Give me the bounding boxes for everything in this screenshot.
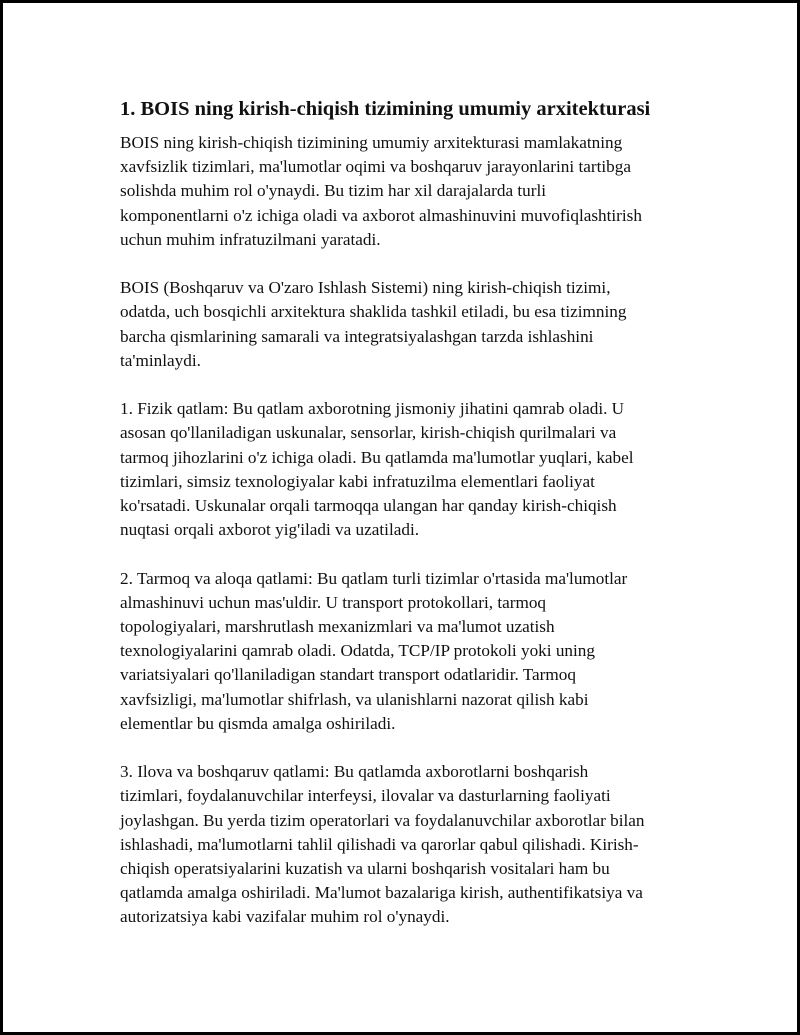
text-line: variatsiyalari qo'llaniladigan standart transport odatlaridir. Tarmoq	[120, 665, 576, 685]
paragraph-intro	[120, 131, 686, 252]
text-line: elementlar bu qismda amalga oshiriladi.	[120, 713, 396, 733]
text-line: almashinuvi uchun mas'uldir. U transport protokollari, tarmoq	[120, 592, 547, 612]
text-line: 3. Ilova va boshqaruv qatlami: Bu qatlamda axborotlarni boshqarish	[120, 762, 589, 782]
text-line: qatlamda amalga oshiriladi. Ma'lumot bazalariga kirish, authentifikatsiya va	[120, 883, 643, 903]
text-line: 1. Fizik qatlam: Bu qatlam axborotning jismoniy jihatini qamrab oladi. U	[120, 399, 625, 419]
text-line: odatda, uch bosqichli arxitektura shaklida tashkil etiladi, bu esa tizimning	[120, 302, 627, 322]
text-line: tizimlari, simsiz texnologiyalar kabi infratuzilma elementlari faoliyat	[120, 471, 595, 491]
text-line: BOIS (Boshqaruv va O'zaro Ishlash Sistemi) ning kirish-chiqish tizimi,	[120, 278, 611, 298]
text-line: komponentlarni o'z ichiga oladi va axborot almashinuvini muvofiqlashtirish	[120, 205, 642, 225]
text-line: tizimlari, foydalanuvchilar interfeysi, ilovalar va dasturlarning faoliyati	[120, 786, 611, 806]
text-line: 2. Tarmoq va aloqa qatlami: Bu qatlam turli tizimlar o'rtasida ma'lumotlar	[120, 568, 628, 588]
paragraph-application-layer	[120, 760, 686, 929]
text-line: ishlashadi, ma'lumotlarni tahlil qilishadi va qarorlar qabul qilishadi. Kirish-	[120, 834, 639, 854]
text-line: texnologiyalarini qamrab oladi. Odatda, TCP/IP protokoli yoki uning	[120, 641, 595, 661]
text-line: solishda muhim rol o'ynaydi. Bu tizim har xil darajalarda turli	[120, 181, 547, 201]
text-line: nuqtasi orqali axborot yig'iladi va uzatiladi.	[120, 520, 420, 540]
text-line: topologiyalari, marshrutlash mexanizmlari va ma'lumot uzatish	[120, 617, 555, 637]
text-line: xavfsizlik tizimlari, ma'lumotlar oqimi va boshqaruv jarayonlarini tartibga	[120, 157, 631, 177]
text-line: autorizatsiya kabi vazifalar muhim rol o'ynaydi.	[120, 907, 450, 927]
text-line: uchun muhim infratuzilmani yaratadi.	[120, 229, 381, 249]
section-heading: 1. BOIS ning kirish-chiqish tizimining umumiy arxitekturasi	[120, 98, 651, 120]
document-content	[120, 95, 686, 954]
text-line: ta'minlaydi.	[120, 350, 201, 370]
text-line: BOIS ning kirish-chiqish tizimining umumiy arxitekturasi mamlakatning	[120, 133, 623, 152]
text-line: tarmoq jihozlarini o'z ichiga oladi. Bu qatlamda ma'lumotlar yuqlari, kabel	[120, 447, 634, 467]
text-line: ko'rsatadi. Uskunalar orqali tarmoqqa ulangan har qanday kirish-chiqish	[120, 496, 617, 516]
paragraph-physical-layer	[120, 397, 686, 542]
text-line: barcha qismlarining samarali va integratsiyalashgan tarzda ishlashini	[120, 326, 594, 346]
paragraph-network-layer	[120, 567, 686, 736]
text-line: xavfsizligi, ma'lumotlar shifrlash, va ulanishlarni nazorat qilish kabi	[120, 689, 589, 709]
text-line: chiqish operatsiyalarini kuzatish va ularni boshqarish vositalari ham bu	[120, 859, 610, 879]
text-line: asosan qo'llaniladigan uskunalar, sensorlar, kirish-chiqish qurilmalari va	[120, 423, 617, 443]
text-line: joylashgan. Bu yerda tizim operatorlari va foydalanuvchilar axborotlar bilan	[120, 810, 645, 830]
paragraph-overview	[120, 276, 686, 373]
